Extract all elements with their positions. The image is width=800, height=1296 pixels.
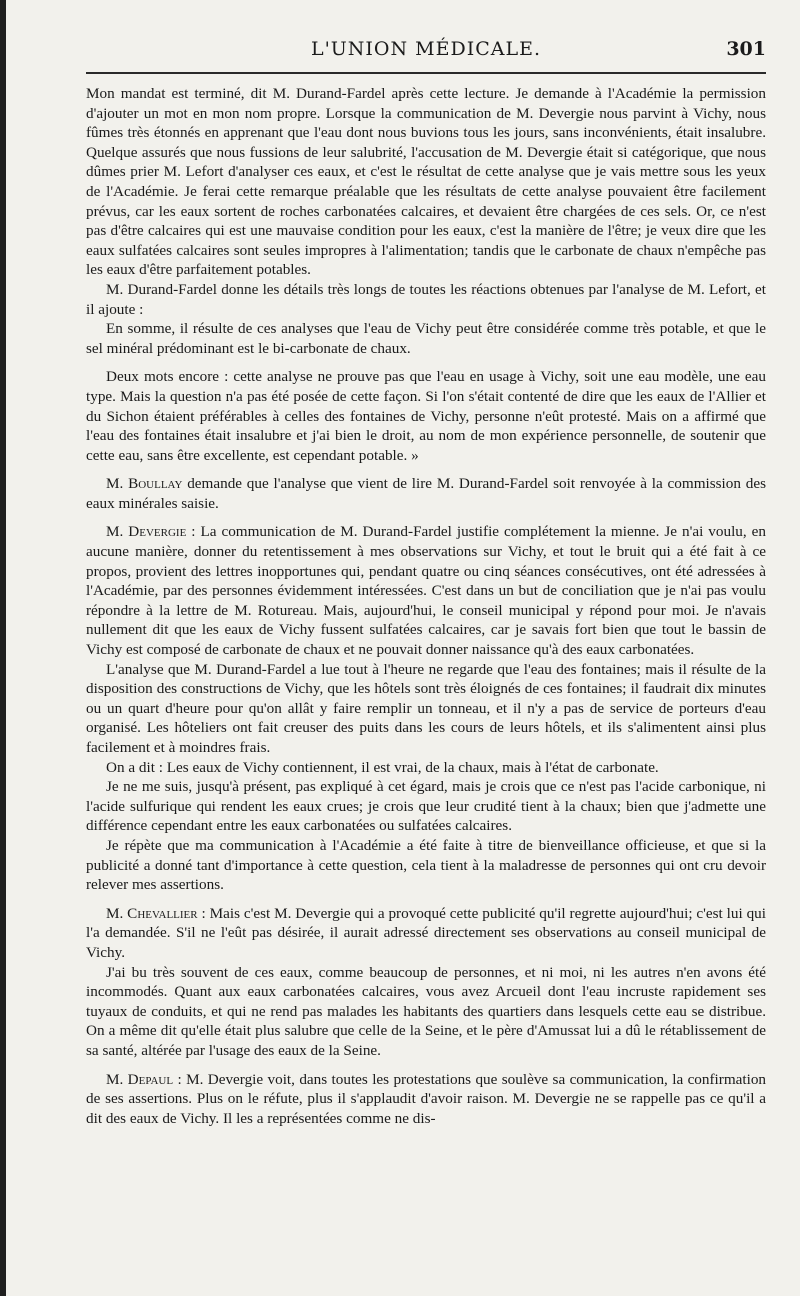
journal-title: L'UNION MÉDICALE. — [310, 38, 542, 60]
paragraph: On a dit : Les eaux de Vichy contiennent, il est vrai, de la chaux, mais à l'état de carbonate. — [106, 758, 659, 776]
speaker-name: M. Chevallier — [106, 904, 198, 922]
speaker-paragraph — [86, 522, 766, 659]
paragraph: M. Durand-Fardel donne les détails très longs de toutes les réactions obtenues par l'analyse de M. Lefort, et il ajoute : — [86, 280, 766, 318]
header-rule — [86, 72, 766, 74]
speaker-name: M. Boullay — [106, 475, 183, 493]
speaker-text: : La communication de M. Durand-Fardel justifie complétement la mienne. Je n'ai voulu, en aucune manière, donner du retentissement à mes observations sur Vichy, et tout le bruit qui a été fait à ce propos, provient des lettres inopportunes qui, pendant quatre ou cinq séances consécutives, ont été adressées à l'Académie, par des personnes évidemment intéressées. C'est dans un but de conciliation que je n'ai pas voulu répondre à la lettre de M. Rotureau. Mais, aujourd'hui, le conseil municipal y répond pour moi. Je n'avais nullement dit que les eaux de Vichy fussent sulfatées calcaires, car je savais fort bien que tout le bassin de Vichy est composé de carbonate de chaux et ne pouvait donner naissance qu'à des eaux carbonatées. — [86, 523, 766, 659]
speaker-name: M. Devergie — [106, 523, 187, 541]
speaker-name: M. Depaul — [106, 1070, 174, 1088]
paragraph: Je ne me suis, jusqu'à présent, pas expliqué à cet égard, mais je crois que ce n'est pas l'acide carbonique, ni l'acide sulfurique qui rendent les eaux crues; je crois que leur crudité tient à la chaux; bien que j'admette une différence cependant entre les eaux carbonatées ou sulfatées calcaires. — [86, 778, 766, 835]
speaker-paragraph — [86, 904, 766, 963]
speaker-text: demande que l'analyse que vient de lire M. Durand-Fardel soit renvoyée à la commission des eaux minérales saisie. — [86, 475, 766, 512]
speaker-text: : M. Devergie voit, dans toutes les protestations que soulève sa communication, la confirmation de ses assertions. Plus on le réfute, plus il s'applaudit d'avoir raison. M. Devergie ne se rappelle pas ce qu'il a dit des eaux de Vichy. Il les a représentées comme ne dis- — [86, 1070, 767, 1127]
speaker-paragraph — [86, 474, 766, 513]
paragraph: Mon mandat est terminé, dit M. Durand-Fardel après cette lecture. Je demande à l'Académie la permission d'ajouter un mot en mon nom propre. Lorsque la communication de M. Devergie nous parvint à Vichy, nous fûmes très étonnés en apprenant que l'eau dont nous buvions tous les jours, sans inconvénients, était insalubre. Quelque assurés que nous fussions de leur salubrité, l'accusation de M. Devergie était si catégorique, que nous dûmes prier M. Lefort d'analyser ces eaux, et c'est le résultat de cette analyse que je vais mettre sous les yeux de l'Académie. Je ferai cette remarque préalable que les résultats de cette analyse pouvaient être facilement prévus, car les eaux sortent de roches carbonatées calcaires, et devaient être chargées de ces sels. Or, ce n'est pas d'être calcaires qui est une mauvaise condition pour les eaux, c'est la manière de l'être; je veux dire que les eaux sulfatées calcaires sont seules impropres à l'alimentation; tandis que le carbonate de chaux n'empêche pas les eaux d'être parfaitement potables. — [86, 85, 766, 279]
paragraph: Deux mots encore : cette analyse ne prouve pas que l'eau en usage à Vichy, soit une eau modèle, une eau type. Mais la question n'a pas été posée de cette façon. Si l'on s'était contenté de dire que les eaux de l'Allier et du Sichon étaient préférables à celles des fontaines de Vichy, personne n'eût protesté. Mais on a affirmé que l'eau des fontaines était insalubre et j'ai bien le droit, au nom de mon expérience personnelle, de soutenir que cette eau, sans être excellente, est cependant potable. » — [86, 368, 766, 464]
paragraph: L'analyse que M. Durand-Fardel a lue tout à l'heure ne regarde que l'eau des fontaines; mais il résulte de la disposition des constructions de Vichy, que les hôtels sont très éloignés de ces fontaines; il faudrait dix minutes ou un quart d'heure pour qu'on allât y faire remplir un tonneau, et il n'y a pas de service de porteurs d'eau organisé. Les hôteliers ont fait creuser des puits dans les cours de leurs hôtels, et ils s'alimentent ainsi plus facilement et à moindres frais. — [86, 660, 766, 756]
paragraph: En somme, il résulte de ces analyses que l'eau de Vichy peut être considérée comme très potable, et que le sel minéral prédominant est le bi-carbonate de chaux. — [86, 320, 766, 357]
speaker-text: : Mais c'est M. Devergie qui a provoqué cette publicité qu'il regrette aujourd'hui; c'est lui qui l'a demandée. S'il ne l'eût pas désirée, il aurait adressé directement ses observations au conseil municipal de Vichy. — [86, 904, 766, 961]
page-number: 301 — [726, 38, 766, 60]
article-body — [86, 84, 766, 1128]
page-header — [86, 36, 766, 68]
paragraph: J'ai bu très souvent de ces eaux, comme beaucoup de personnes, et ni moi, ni les autres n'en avons été incommodés. Quant aux eaux carbonatées calcaires, vous avez Arcueil dont l'eau incruste rapidement ses tuyaux de conduits, et qui ne rend pas malades les habitants des quartiers dans lesquels cette eau se distribue. On a même dit qu'elle était plus salubre que celle de la Seine, et le père d'Amussat lui a dû le rétablissement de sa santé, altérée par l'usage des eaux de la Seine. — [86, 963, 766, 1059]
speaker-paragraph — [86, 1070, 766, 1129]
paragraph: Je répète que ma communication à l'Académie a été faite à titre de bienveillance officieuse, et que si la publicité a donné tant d'importance à cette question, cela tient à la maladresse de personnes qui ont cru devoir relever mes assertions. — [86, 836, 766, 894]
